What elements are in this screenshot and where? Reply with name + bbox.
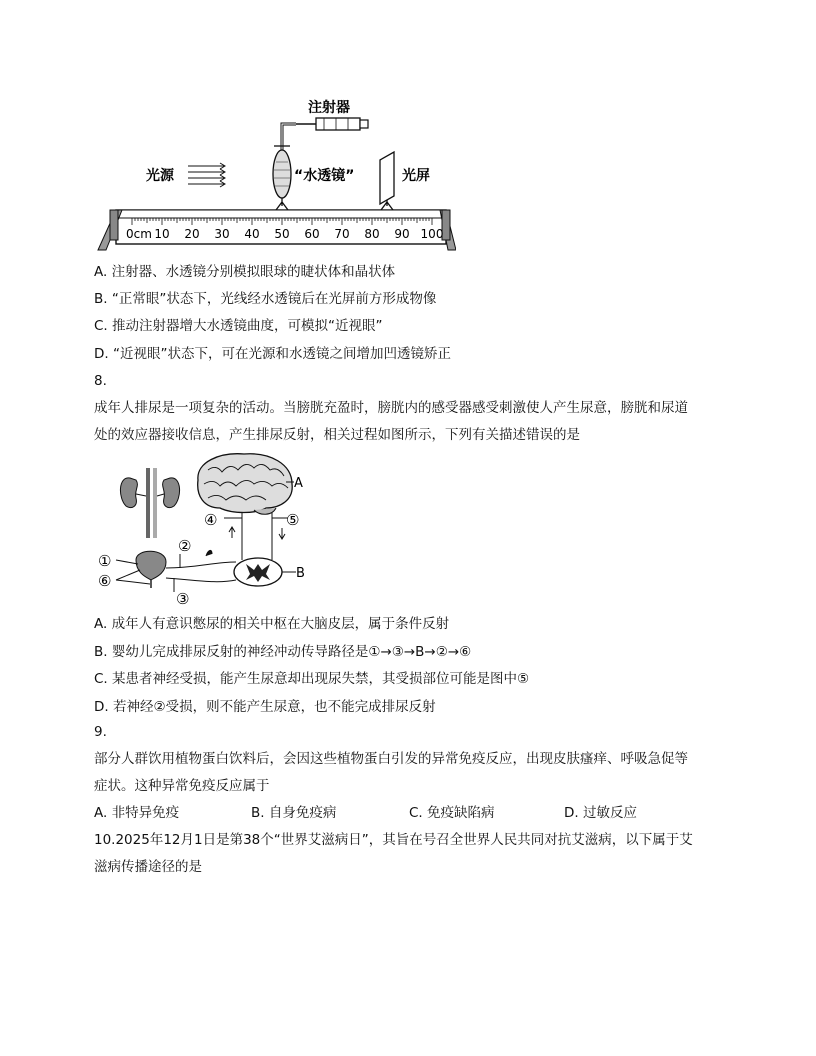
q9-stem-line1: 部分人群饮用植物蛋白饮料后，会因这些植物蛋白引发的异常免疫反应，出现皮肤瘙痒、呼吸急促等 bbox=[94, 751, 688, 767]
q9-option-d: D. 过敏反应 bbox=[564, 805, 637, 821]
q9-options bbox=[94, 803, 734, 823]
q7-option-d: D. “近视眼”状态下，可在光源和水透镜之间增加凹透镜矫正 bbox=[94, 346, 451, 362]
scale-tick-label: 30 bbox=[214, 227, 230, 241]
label-a: A bbox=[294, 476, 303, 491]
q9-option-b: B. 自身免疫病 bbox=[251, 805, 337, 821]
q9-option-a: A. 非特异免疫 bbox=[94, 805, 180, 821]
label-6: ⑥ bbox=[98, 572, 112, 590]
scale-tick-label: 40 bbox=[244, 227, 260, 241]
kidney-icon bbox=[120, 468, 179, 538]
q7-option-c: C. 推动注射器增大水透镜曲度，可模拟“近视眼” bbox=[94, 318, 383, 334]
q8-number: 8. bbox=[94, 373, 107, 389]
syringe-body bbox=[316, 118, 360, 130]
screen-label: 光屏 bbox=[402, 168, 430, 184]
scale-unit: 0cm bbox=[126, 227, 152, 241]
q8-option-b: B. 婴幼儿完成排尿反射的神经冲动传导路径是①→③→B→②→⑥ bbox=[94, 644, 472, 660]
label-b: B bbox=[296, 566, 305, 581]
spinal-cord-icon bbox=[234, 558, 282, 586]
scale-tick-label: 50 bbox=[274, 227, 290, 241]
scale-tick-label: 100 bbox=[420, 227, 444, 241]
scale-tick-label: 10 bbox=[154, 227, 170, 241]
q10-stem-line1: 10.2025年12月1日是第38个“世界艾滋病日”，其旨在号召全世界人民共同对抗艾滋病，以下属于艾 bbox=[94, 832, 693, 848]
light-screen bbox=[380, 152, 394, 204]
scale-tick-label: 70 bbox=[334, 227, 350, 241]
q8-option-a: A. 成年人有意识憋尿的相关中枢在大脑皮层，属于条件反射 bbox=[94, 616, 450, 632]
scale-tick-label: 20 bbox=[184, 227, 200, 241]
q8-option-d: D. 若神经②受损，则不能产生尿意，也不能完成排尿反射 bbox=[94, 699, 436, 715]
label-4: ④ bbox=[204, 511, 218, 529]
label-3: ③ bbox=[176, 590, 190, 608]
scale-tick-label: 90 bbox=[394, 227, 410, 241]
q9-number: 9. bbox=[94, 724, 107, 740]
syringe-plunger bbox=[360, 120, 368, 128]
q9-stem-line2: 症状。这种异常免疫反应属于 bbox=[94, 778, 270, 794]
syringe-label: 注射器 bbox=[308, 100, 350, 116]
q10-stem-line2: 滋病传播途径的是 bbox=[94, 859, 202, 875]
q8-option-c: C. 某患者神经受损，能产生尿意却出现尿失禁，其受损部位可能是图中⑤ bbox=[94, 671, 530, 687]
label-2: ② bbox=[178, 537, 192, 555]
lens-label: “水透镜” bbox=[294, 168, 355, 184]
label-1: ① bbox=[98, 552, 112, 570]
brain-icon bbox=[198, 454, 292, 515]
q7-option-b: B. “正常眼”状态下，光线经水透镜后在光屏前方形成物像 bbox=[94, 291, 437, 307]
light-rays bbox=[188, 163, 225, 187]
water-lens-figure bbox=[96, 92, 456, 254]
urination-reflex-figure bbox=[96, 450, 326, 608]
q8-stem-line1: 成年人排尿是一项复杂的活动。当膀胱充盈时，膀胱内的感受器感受刺激使人产生尿意，膀胱和尿道 bbox=[94, 400, 688, 416]
water-lens bbox=[273, 150, 291, 198]
light-source-label: 光源 bbox=[146, 168, 174, 184]
scale-tick-label: 60 bbox=[304, 227, 320, 241]
q9-option-c: C. 免疫缺陷病 bbox=[409, 805, 495, 821]
scale-tick-label: 80 bbox=[364, 227, 380, 241]
q8-stem-line2: 处的效应器接收信息，产生排尿反射，相关过程如图所示，下列有关描述错误的是 bbox=[94, 427, 580, 443]
label-5: ⑤ bbox=[286, 511, 300, 529]
q7-option-a: A. 注射器、水透镜分别模拟眼球的睫状体和晶状体 bbox=[94, 264, 396, 280]
